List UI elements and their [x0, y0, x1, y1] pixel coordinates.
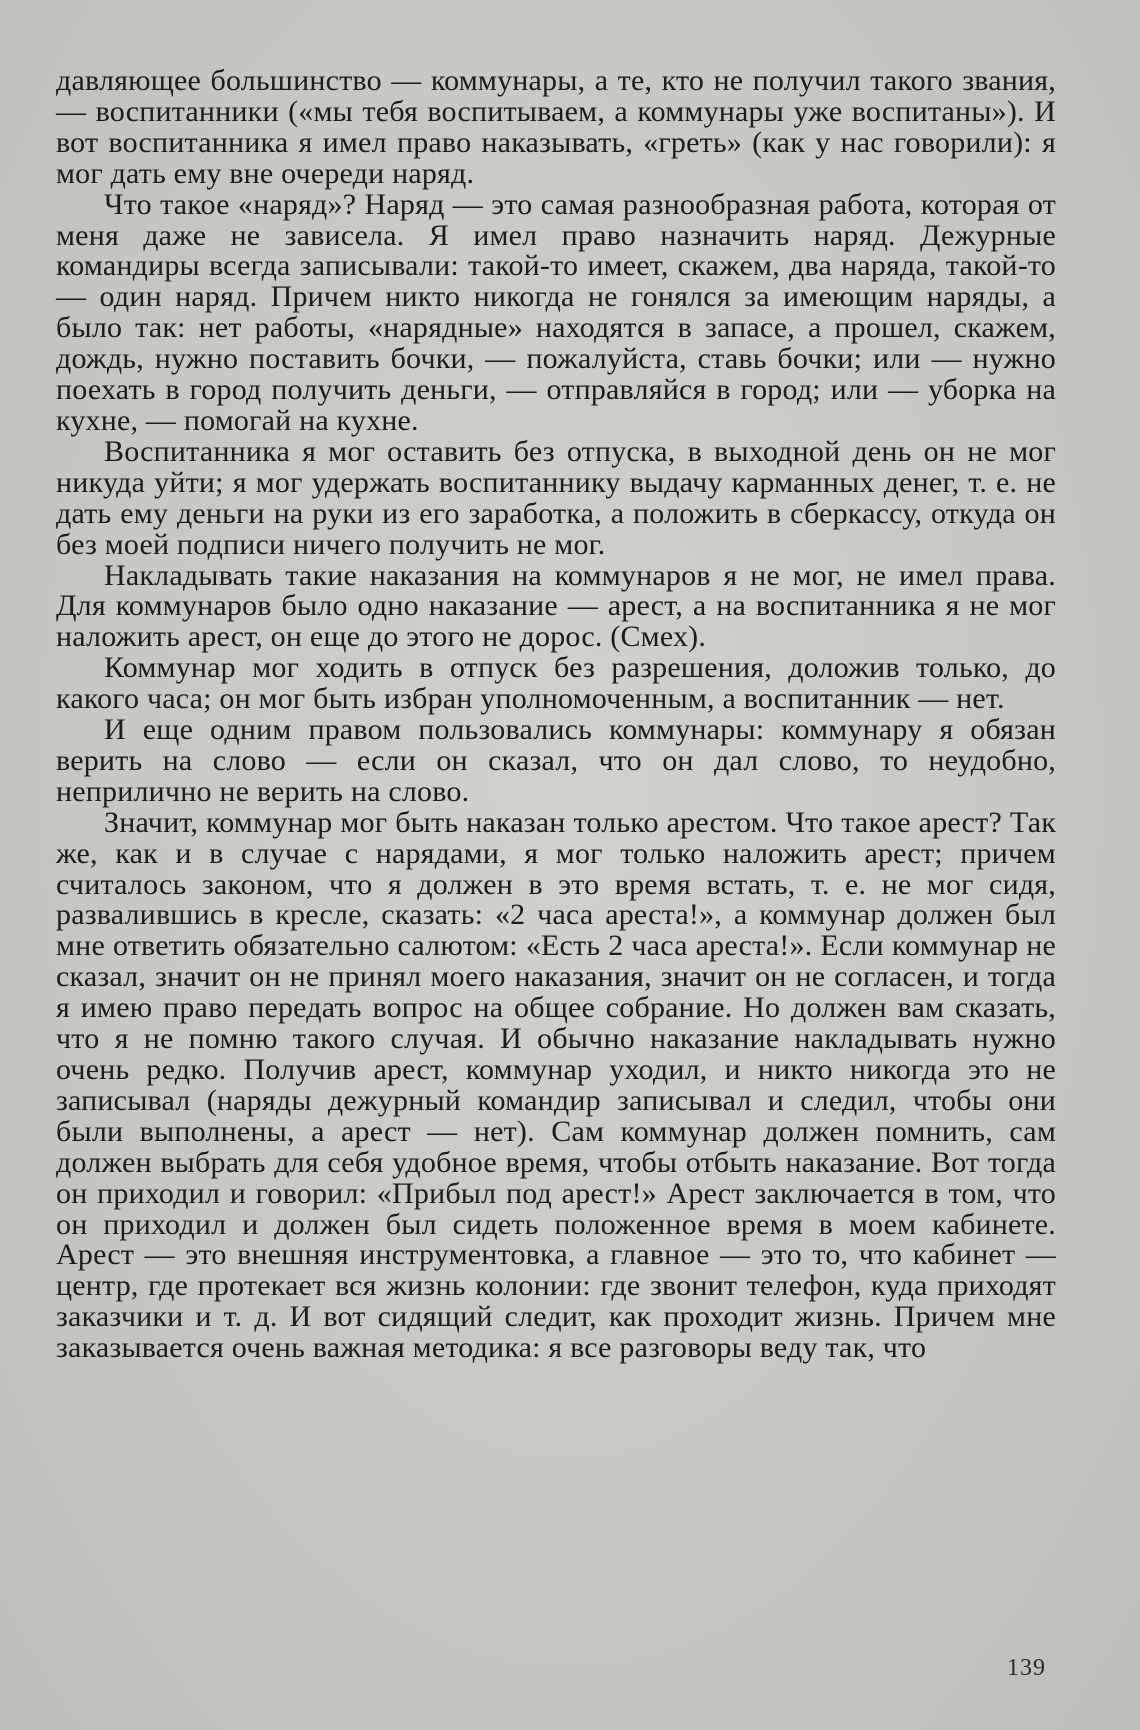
paragraph-4: Накладывать такие наказания на коммунаров я не мог, не имел права. Для коммунаров было одно наказание — арест, а на воспитанника я не мог наложить арест, он еще до этого не дорос. (Смех).: [56, 558, 1056, 654]
paragraph-6: И еще одним правом пользовались коммунары: коммунару я обязан верить на слово — если он сказал, что он дал слово, то неудобно, неприлично не верить на слово.: [56, 713, 1056, 808]
paragraph-3: Воспитанника я мог оставить без отпуска, в выходной день он не мог никуда уйти; я мог удержать воспитаннику выдачу карманных денег, т. е. не дать ему деньги на руки из его заработка, а положить в сберкассу, откуда он без моей подписи ничего получить не мог.: [56, 434, 1056, 561]
paragraph-2: Что такое «наряд»? Наряд — это самая разнообразная работа, которая от меня даже не зависела. Я имел право назначить наряд. Дежурные командиры всегда записывали: такой-то имеет, скажем, два наряда, такой-то — один наряд. Причем никто никогда не гонялся за имеющим наряды, а было так: нет работы, «нарядные» находятся в запасе, а прошел, скажем, дождь, нужно поставить бочки, — пожалуйста, ставь бочки; или — нужно поехать в город получить деньги, — отправляйся в город; или — уборка на кухне, — помогай на кухне.: [56, 187, 1056, 437]
paragraph-5: Коммунар мог ходить в отпуск без разрешения, доложив только, до какого часа; он мог быть избран уполномоченным, а воспитанник — нет.: [56, 651, 1056, 716]
paragraph-7: Значит, коммунар мог быть наказан только арестом. Что такое арест? Так же, как и в случае с нарядами, я мог только наложить арест; причем считалось законом, что я должен в это время встать, т. е. не мог сидя, развалившись в кресле, сказать: «2 часа ареста!», а коммунар должен был мне ответить обязательно салютом: «Есть 2 часа ареста!». Если коммунар не сказал, значит он не принял моего наказания, значит он не согласен, и тогда я имею право передать вопрос на общее собрание. Но должен вам сказать, что я не помню такого случая. И обычно наказание накладывать нужно очень редко. Получив арест, коммунар уходил, и никто никогда это не записывал (наряды дежурный командир записывал и следил, чтобы они были выполнены, а арест — нет). Сам коммунар должен помнить, сам должен выбрать для себя удобное время, чтобы отбыть наказание. Вот тогда он приходил и говорил: «Прибыл под арест!» Арест заключается в том, что он приходил и должен был сидеть положенное время в моем кабинете. Арест — это внешняя инструментовка, а главное — это то, что кабинет — центр, где протекает вся жизнь колонии: где звонит телефон, куда приходят заказчики и т. д. И вот сидящий следит, как проходит жизнь. Причем мне заказывается очень важная методика: я все разговоры веду так, что: [56, 805, 1056, 1365]
body-text: [56, 66, 1056, 1364]
page-number: 139: [1007, 1655, 1046, 1681]
paragraph-1: давляющее большинство — коммунары, а те, кто не получил такого звания, — воспитанники («мы тебя воспитываем, а коммунары уже воспитаны»). И вот воспитанника я имел право наказывать, «греть» (как у нас говорили): я мог дать ему вне очереди наряд.: [56, 64, 1056, 190]
